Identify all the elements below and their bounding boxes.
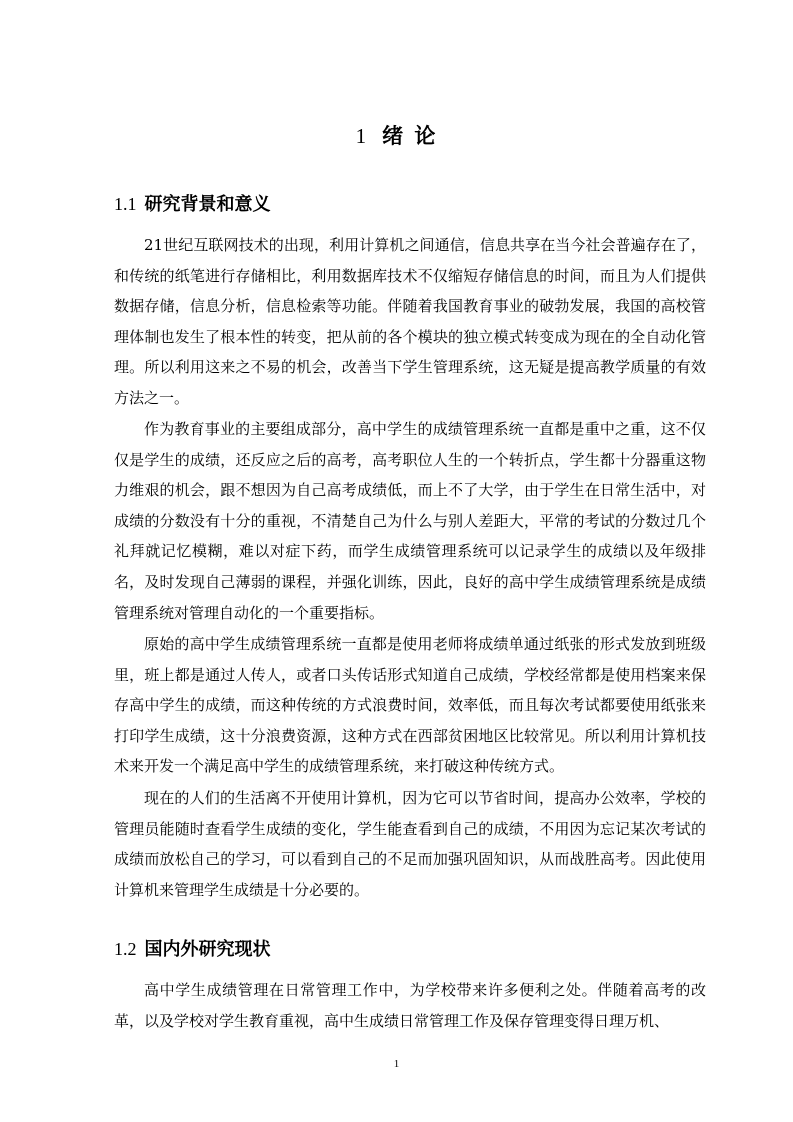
paragraph: 21世纪互联网技术的出现，利用计算机之间通信，信息共享在当今社会普遍存在了，和传统的纸笔进行存储相比，利用数据库技术不仅缩短存储信息的时间，而且为人们提供数据存储，信息分析，信息检索等功能。伴随着我国教育事业的破勃发展，我国的高校管理体制也发生了根本性的转变，把从前的各个模块的独立模式转变成为现在的全自动化管理。所以利用这来之不易的机会，改善当下学生管理系统，这无疑是提高教学质量的有效方法之一。 <box>114 236 706 407</box>
section-title: 国内外研究现状 <box>144 939 271 960</box>
paragraph: 现在的人们的生活离不开使用计算机，因为它可以节省时间，提高办公效率，学校的管理员能随时查看学生成绩的变化，学生能查看到自己的成绩，不用因为忘记某次考试的成绩而放松自己的学习，可以看到自己的不足而加强巩固知识，从而战胜高考。因此使用计算机来管理学生成绩是十分必要的。 <box>114 789 706 899</box>
section-heading-1-1 <box>114 190 271 216</box>
page-number: 1 <box>393 1058 400 1070</box>
paragraph: 原始的高中学生成绩管理系统一直都是使用老师将成绩单通过纸张的形式发放到班级里，班上都是通过人传人，或者口头传话形式知道自己成绩，学校经常都是使用档案来保存高中学生的成绩，而这种传统的方式浪费时间，效率低，而且每次考试都要使用纸张来打印学生成绩，这十分浪费资源，这种方式在西部贫困地区比较常见。所以利用计算机技术来开发一个满足高中学生的成绩管理系统，来打破这种传统方式。 <box>114 635 706 776</box>
chapter-title-text: 绪 论 <box>382 124 438 148</box>
section-title: 研究背景和意义 <box>144 194 271 215</box>
paragraph: 作为教育事业的主要组成部分，高中学生的成绩管理系统一直都是重中之重，这不仅仅是学生的成绩，还反应之后的高考，高考职位人生的一个转折点，学生都十分器重这物力维艰的机会，跟不想因为自己高考成绩低，而上不了大学，由于学生在日常生活中，对成绩的分数没有十分的重视，不清楚自己为什么与别人差距大，平常的考试的分数过几个礼拜就记忆模糊，难以对症下药，而学生成绩管理系统可以记录学生的成绩以及年级排名，及时发现自己薄弱的课程，并强化训练，因此，良好的高中学生成绩管理系统是成绩管理系统对管理自动化的一个重要指标。 <box>114 420 706 622</box>
section-number: 1.1 <box>114 194 137 214</box>
paragraph: 高中学生成绩管理在日常管理工作中，为学校带来许多便利之处。伴随着高考的改革，以及学校对学生教育重视，高中生成绩日常管理工作及保存管理变得日理万机、 <box>114 981 706 1030</box>
section-heading-1-2 <box>114 935 271 961</box>
chapter-number: 1 <box>355 124 369 148</box>
section-number: 1.2 <box>114 939 137 959</box>
chapter-title <box>0 120 793 150</box>
